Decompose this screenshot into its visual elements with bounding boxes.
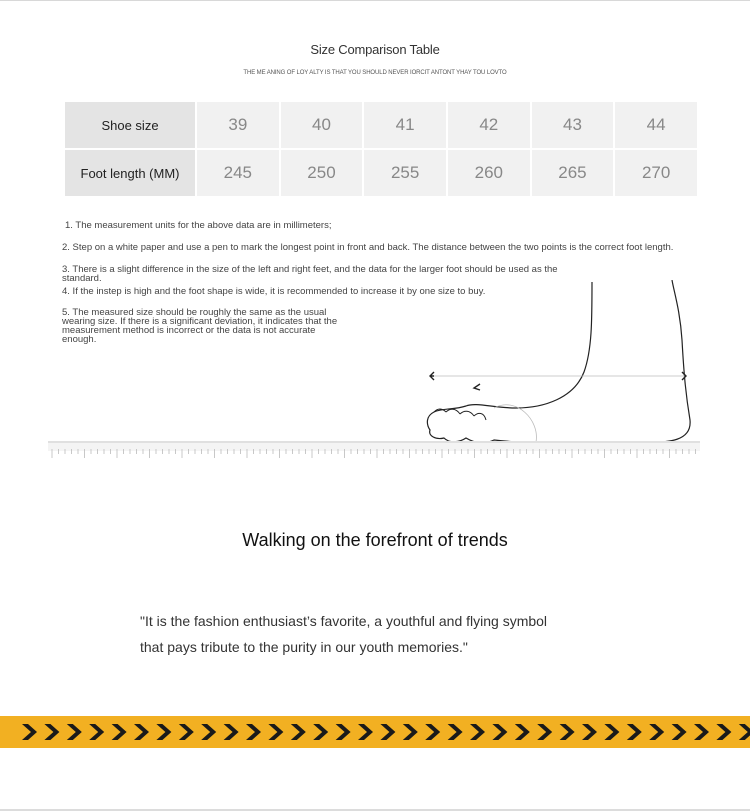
- page-subtitle: THE ME ANING OF LOY ALTY IS THAT YOU SHOULD NEVER IORCIT ANTONT YHAY TOU LOVTO: [243, 70, 507, 76]
- foot-length-cell: 250: [281, 150, 363, 196]
- foot-length-label: Foot length (MM): [65, 150, 195, 196]
- note-item: 4. If the instep is high and the foot shape is wide, it is recommended to increase it by one size to buy.: [62, 286, 486, 297]
- measuring-ruler: [48, 441, 700, 459]
- shoe-size-label: Shoe size: [65, 102, 195, 150]
- foot-length-cell: 265: [532, 150, 614, 196]
- note-item: 5. The measured size should be roughly the same as the usual wearing size. If there is a significant deviation, it indicates that the measurement method is incorrect or the data is not accurate enough.: [62, 307, 338, 345]
- slogan-heading: Walking on the forefront of trends: [242, 530, 508, 550]
- quote-text: [140, 608, 660, 660]
- foot-length-cell: 270: [615, 150, 697, 196]
- foot-measurement-illustration: [424, 280, 704, 450]
- shoe-size-cell: 40: [281, 102, 363, 150]
- note-item: 3. There is a slight difference in the size of the left and right feet, and the data for the larger foot should be used as the standard.: [62, 264, 558, 284]
- shoe-size-cell: 43: [532, 102, 614, 150]
- top-divider: [0, 0, 750, 1]
- foot-length-cell: 245: [197, 150, 279, 196]
- shoe-size-cell: 39: [197, 102, 279, 150]
- shoe-size-cell: 41: [364, 102, 446, 150]
- shoe-size-cell: 44: [615, 102, 697, 150]
- quote-line: that pays tribute to the purity in our youth memories.": [140, 639, 468, 655]
- page-title: Size Comparison Table: [310, 42, 440, 57]
- foot-length-row: [65, 150, 697, 196]
- note-item: 2. Step on a white paper and use a pen to mark the longest point in front and back. The distance between the two points is the correct foot length.: [62, 242, 674, 253]
- shoe-size-row: [65, 102, 697, 150]
- chevron-banner: [0, 716, 750, 748]
- foot-length-cell: 255: [364, 150, 446, 196]
- foot-length-cell: 260: [448, 150, 530, 196]
- shoe-size-cell: 42: [448, 102, 530, 150]
- note-item: 1. The measurement units for the above data are in millimeters;: [65, 220, 332, 231]
- size-table: [63, 102, 699, 196]
- quote-line: "It is the fashion enthusiast’s favorite, a youthful and flying symbol: [140, 613, 548, 629]
